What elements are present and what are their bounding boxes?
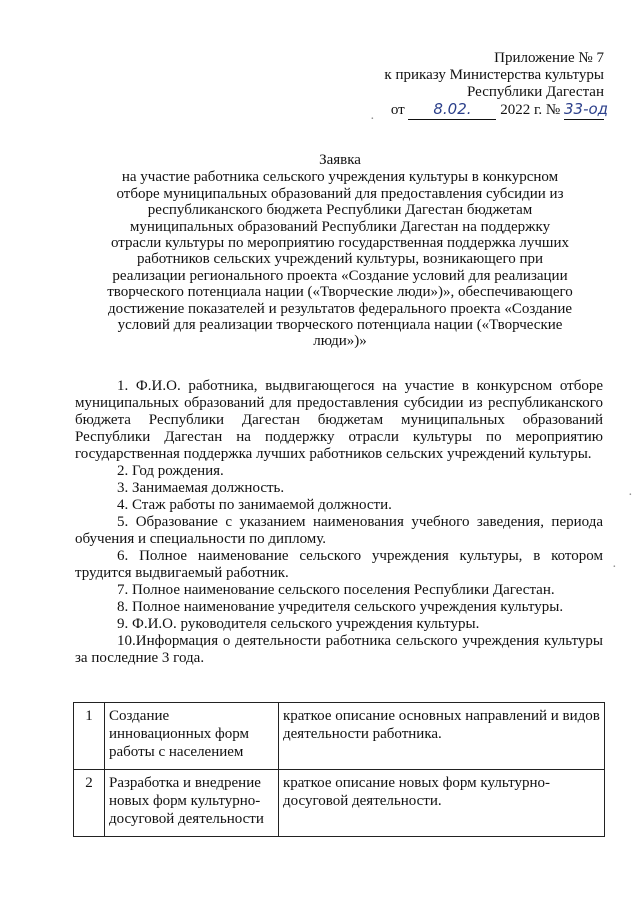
title-line: на участие работника сельского учреждения культуры в конкурсном [121, 169, 559, 186]
table-row [74, 703, 605, 770]
list-item: 3. Занимаемая должность. [117, 480, 285, 496]
list-item: 7. Полное наименование сельского поселения Республики Дагестан. [117, 582, 555, 598]
appendix-header [384, 50, 609, 120]
list-item: 4. Стаж работы по занимаемой должности. [117, 497, 392, 513]
activity-description: краткое описание новых форм культурно-досуговой деятельности. [279, 770, 605, 837]
title-line: условий для реализации творческого потенциала нации («Творческие [117, 317, 563, 334]
title-line: реализации регионального проекта «Создание условий для реализации [112, 267, 568, 284]
title-line: достижение показателей и результатов федерального проекта «Создание [107, 300, 573, 317]
order-date-line [384, 100, 609, 120]
list-item: 9. Ф.И.О. руководителя сельского учреждения культуры. [117, 616, 480, 632]
activity-name: Разработка и внедрение новых форм культурно-досуговой деятельности [105, 770, 279, 837]
republic-name: Республики Дагестан [467, 84, 604, 100]
row-number: 2 [74, 770, 105, 837]
list-item: 2. Год рождения. [117, 463, 224, 479]
date-prefix: от [390, 102, 405, 118]
title-line: республиканского бюджета Республики Дагестан бюджетам [147, 202, 533, 219]
title-line: муниципальных образований Республики Дагестан на поддержку [129, 218, 551, 235]
list-item: 10.Информация о деятельности работника сельского учреждения культуры за последние 3 года. [75, 633, 603, 666]
application-title [90, 152, 590, 350]
row-number: 1 [74, 703, 105, 770]
application-items-list [75, 378, 603, 667]
scan-mark: · [628, 488, 633, 503]
title-line: люди»)» [313, 333, 367, 350]
scan-mark: · [612, 560, 617, 575]
title-line: работников сельских учреждений культуры, возникающего при [136, 251, 544, 268]
list-item: 6. Полное наименование сельского учреждения культуры, в котором трудится выдвигаемый работник. [75, 548, 603, 581]
handwritten-date: 8.02. [433, 100, 472, 118]
order-year-text: 2022 г. № [500, 102, 561, 118]
appendix-number: Приложение № 7 [494, 50, 604, 66]
title-line: творческого потенциала нации («Творческие люди»)», обеспечивающего [107, 284, 573, 301]
order-reference: к приказу Министерства культуры [384, 67, 604, 83]
list-item: 5. Образование с указанием наименования учебного заведения, периода обучения и специальности по диплому. [75, 514, 603, 547]
title-line: отрасли культуры по мероприятию государственная поддержка лучших [110, 235, 570, 252]
list-item: 8. Полное наименование учредителя сельского учреждения культуры. [117, 599, 564, 615]
title-heading: Заявка [319, 152, 361, 168]
table-row [74, 770, 605, 837]
title-line: отборе муниципальных образований для предоставления субсидии из [116, 185, 564, 202]
activity-description: краткое описание основных направлений и видов деятельности работника. [279, 703, 605, 770]
handwritten-number: 33-од [564, 100, 609, 118]
scan-mark: · [370, 112, 375, 127]
activity-name: Создание инновационных форм работы с населением [105, 703, 279, 770]
order-date-field [408, 101, 496, 120]
list-item: 1. Ф.И.О. работника, выдвигающегося на участие в конкурсном отборе муниципальных образований для предоставления субсидии из республиканского бюджета Республики Дагестан бюджетам муниципальных образований Республики Дагестан на поддержку отрасли культуры по мероприятию государственная поддержка лучших работников сельских учреждений культуры. [75, 378, 603, 462]
activity-table [73, 702, 605, 837]
order-number-field [564, 100, 609, 120]
